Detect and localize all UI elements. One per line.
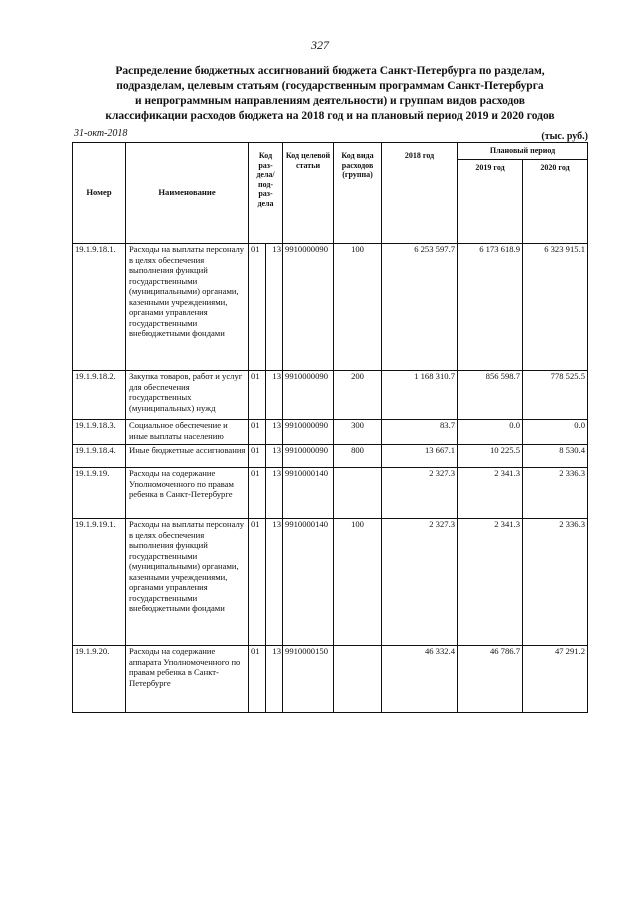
row-value-2018: 83.7 <box>382 420 458 445</box>
row-value-2020: 0.0 <box>523 420 588 445</box>
table-row <box>73 420 588 445</box>
row-section: 01 <box>249 646 266 713</box>
row-subsection: 13 <box>266 244 283 371</box>
title-line: подразделам, целевым статьям (государственным программам Санкт-Петербурга <box>116 80 544 92</box>
row-value-2018: 2 327.3 <box>382 468 458 519</box>
row-target-code: 9910000150 <box>283 646 334 713</box>
row-value-2019: 2 341.3 <box>458 468 523 519</box>
row-number: 19.1.9.18.1. <box>73 244 126 371</box>
row-expense-type <box>334 468 382 519</box>
row-target-code: 9910000090 <box>283 445 334 468</box>
title-line: и непрограммным направлениям деятельности) и группам видов расходов <box>135 95 525 107</box>
row-name: Расходы на содержание Уполномоченного по правам ребенка в Санкт-Петербурге <box>126 468 249 519</box>
row-target-code: 9910000090 <box>283 371 334 420</box>
row-target-code: 9910000090 <box>283 244 334 371</box>
row-value-2020: 2 336.3 <box>523 519 588 646</box>
row-target-code: 9910000140 <box>283 468 334 519</box>
header-target-code: Код целевой статьи <box>283 143 334 244</box>
row-subsection: 13 <box>266 420 283 445</box>
header-year-2018: 2018 год <box>382 143 458 244</box>
budget-table <box>72 142 588 713</box>
header-number: Номер <box>73 143 126 244</box>
row-subsection: 13 <box>266 371 283 420</box>
units-label: (тыс. руб.) <box>541 131 588 142</box>
row-value-2018: 2 327.3 <box>382 519 458 646</box>
row-section: 01 <box>249 468 266 519</box>
row-value-2020: 778 525.5 <box>523 371 588 420</box>
row-value-2018: 46 332.4 <box>382 646 458 713</box>
table-row <box>73 445 588 468</box>
header-year-2020: 2020 год <box>523 160 588 244</box>
row-target-code: 9910000140 <box>283 519 334 646</box>
row-value-2020: 6 323 915.1 <box>523 244 588 371</box>
row-subsection: 13 <box>266 468 283 519</box>
table-row <box>73 646 588 713</box>
document-title <box>60 64 600 124</box>
row-expense-type: 800 <box>334 445 382 468</box>
row-expense-type <box>334 646 382 713</box>
document-date: 31-окт-2018 <box>74 128 128 139</box>
row-value-2020: 2 336.3 <box>523 468 588 519</box>
row-name: Социальное обеспечение и иные выплаты населению <box>126 420 249 445</box>
row-section: 01 <box>249 445 266 468</box>
row-number: 19.1.9.18.2. <box>73 371 126 420</box>
row-expense-type: 200 <box>334 371 382 420</box>
table-row <box>73 371 588 420</box>
row-name: Закупка товаров, работ и услуг для обеспечения государственных (муниципальных) нужд <box>126 371 249 420</box>
row-expense-type: 100 <box>334 244 382 371</box>
row-value-2019: 856 598.7 <box>458 371 523 420</box>
row-value-2019: 2 341.3 <box>458 519 523 646</box>
row-name: Расходы на выплаты персоналу в целях обеспечения выполнения функций государственными (муниципальными) органами, казенными учреждениями, органами управления государственными внебюджетными фондами <box>126 519 249 646</box>
row-value-2019: 6 173 618.9 <box>458 244 523 371</box>
row-name: Иные бюджетные ассигнования <box>126 445 249 468</box>
row-value-2019: 10 225.5 <box>458 445 523 468</box>
row-target-code: 9910000090 <box>283 420 334 445</box>
row-value-2019: 0.0 <box>458 420 523 445</box>
row-number: 19.1.9.19.1. <box>73 519 126 646</box>
row-section: 01 <box>249 420 266 445</box>
row-number: 19.1.9.19. <box>73 468 126 519</box>
table-row <box>73 468 588 519</box>
row-section: 01 <box>249 519 266 646</box>
row-number: 19.1.9.18.3. <box>73 420 126 445</box>
row-value-2018: 1 168 310.7 <box>382 371 458 420</box>
row-expense-type: 100 <box>334 519 382 646</box>
row-value-2019: 46 786.7 <box>458 646 523 713</box>
row-section: 01 <box>249 244 266 371</box>
row-name: Расходы на выплаты персоналу в целях обеспечения выполнения функций государственными (муниципальными) органами, казенными учреждениями, органами управления государственными внебюджетными фондами <box>126 244 249 371</box>
header-year-2019: 2019 год <box>458 160 523 244</box>
header-planned-period: Плановый период <box>458 143 588 160</box>
header-name: Наименование <box>126 143 249 244</box>
row-number: 19.1.9.20. <box>73 646 126 713</box>
row-expense-type: 300 <box>334 420 382 445</box>
title-line: классификации расходов бюджета на 2018 год и на плановый период 2019 и 2020 годов <box>105 110 555 122</box>
header-expense-type-code: Код вида расходов (группа) <box>334 143 382 244</box>
row-section: 01 <box>249 371 266 420</box>
page-number: 327 <box>311 38 329 52</box>
title-line: Распределение бюджетных ассигнований бюджета Санкт-Петербурга по разделам, <box>115 65 545 77</box>
row-value-2018: 6 253 597.7 <box>382 244 458 371</box>
row-subsection: 13 <box>266 646 283 713</box>
row-value-2018: 13 667.1 <box>382 445 458 468</box>
row-value-2020: 8 530.4 <box>523 445 588 468</box>
table-row <box>73 244 588 371</box>
row-name: Расходы на содержание аппарата Уполномоченного по правам ребенка в Санкт-Петербурге <box>126 646 249 713</box>
header-section-code: Код раз-дела/ под-раз-дела <box>249 143 283 244</box>
table-row <box>73 519 588 646</box>
row-value-2020: 47 291.2 <box>523 646 588 713</box>
row-subsection: 13 <box>266 445 283 468</box>
row-number: 19.1.9.18.4. <box>73 445 126 468</box>
row-subsection: 13 <box>266 519 283 646</box>
